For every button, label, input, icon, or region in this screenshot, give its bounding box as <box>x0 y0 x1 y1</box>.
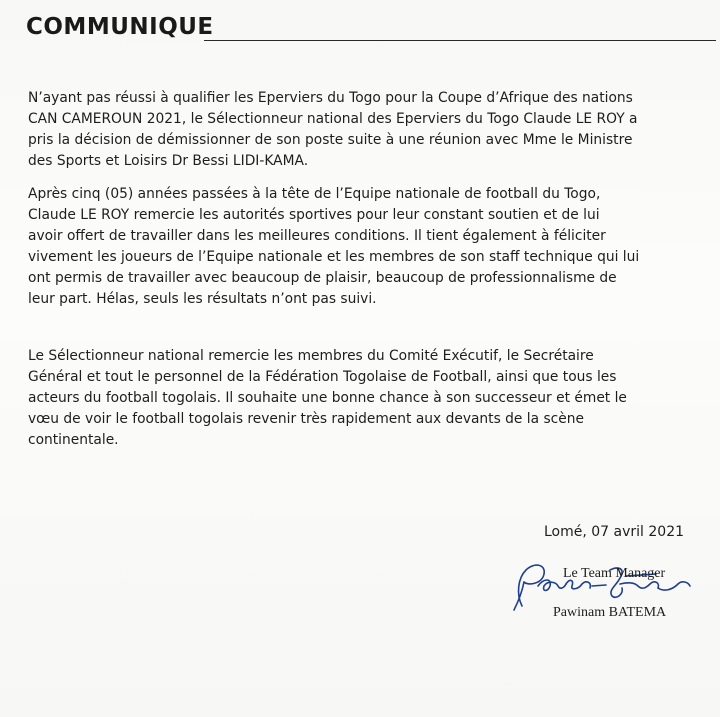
text-line: leur part. Hélas, seuls les résultats n’ont pas suivi. <box>28 291 377 307</box>
text-line: acteurs du football togolais. Il souhaite une bonne chance à son successeur et émet le <box>28 390 627 406</box>
paragraph-1 <box>28 88 700 172</box>
text-line: avoir offert de travailler dans les meilleures conditions. Il tient également à féliciter <box>28 228 606 244</box>
text-line: Général et tout le personnel de la Fédération Togolaise de Football, ainsi que tous les <box>28 369 617 385</box>
signatory-role: Le Team Manager <box>563 566 666 581</box>
text-line: ont permis de travailler avec beaucoup de plaisir, beaucoup de professionnalisme de <box>28 270 617 286</box>
text-line: Après cinq (05) années passées à la tête de l’Equipe nationale de football du Togo, <box>28 186 601 202</box>
text-line: Claude LE ROY remercie les autorités sportives pour leur constant soutien et de lui <box>28 207 600 223</box>
document-title: COMMUNIQUE <box>26 14 214 40</box>
place-date: Lomé, 07 avril 2021 <box>544 524 685 540</box>
text-line: vœu de voir le football togolais revenir très rapidement aux devants de la scène <box>28 411 584 427</box>
title-underline <box>204 40 716 41</box>
paragraph-2 <box>28 184 700 310</box>
text-line: des Sports et Loisirs Dr Bessi LIDI-KAMA. <box>28 153 309 169</box>
signatory-name: Pawinam BATEMA <box>553 605 667 620</box>
text-line: pris la décision de démissionner de son poste suite à une réunion avec Mme le Ministre <box>28 132 633 148</box>
text-line: Le Sélectionneur national remercie les membres du Comité Exécutif, le Secrétaire <box>28 348 594 364</box>
text-line: CAN CAMEROUN 2021, le Sélectionneur national des Eperviers du Togo Claude LE ROY a <box>28 111 638 127</box>
text-line: vivement les joueurs de l’Equipe nationale et les membres de son staff technique qui lui <box>28 249 640 265</box>
paragraph-3 <box>28 346 700 451</box>
text-line: N’ayant pas réussi à qualifier les Eperviers du Togo pour la Coupe d’Afrique des nations <box>28 90 633 106</box>
text-line: continentale. <box>28 432 119 448</box>
